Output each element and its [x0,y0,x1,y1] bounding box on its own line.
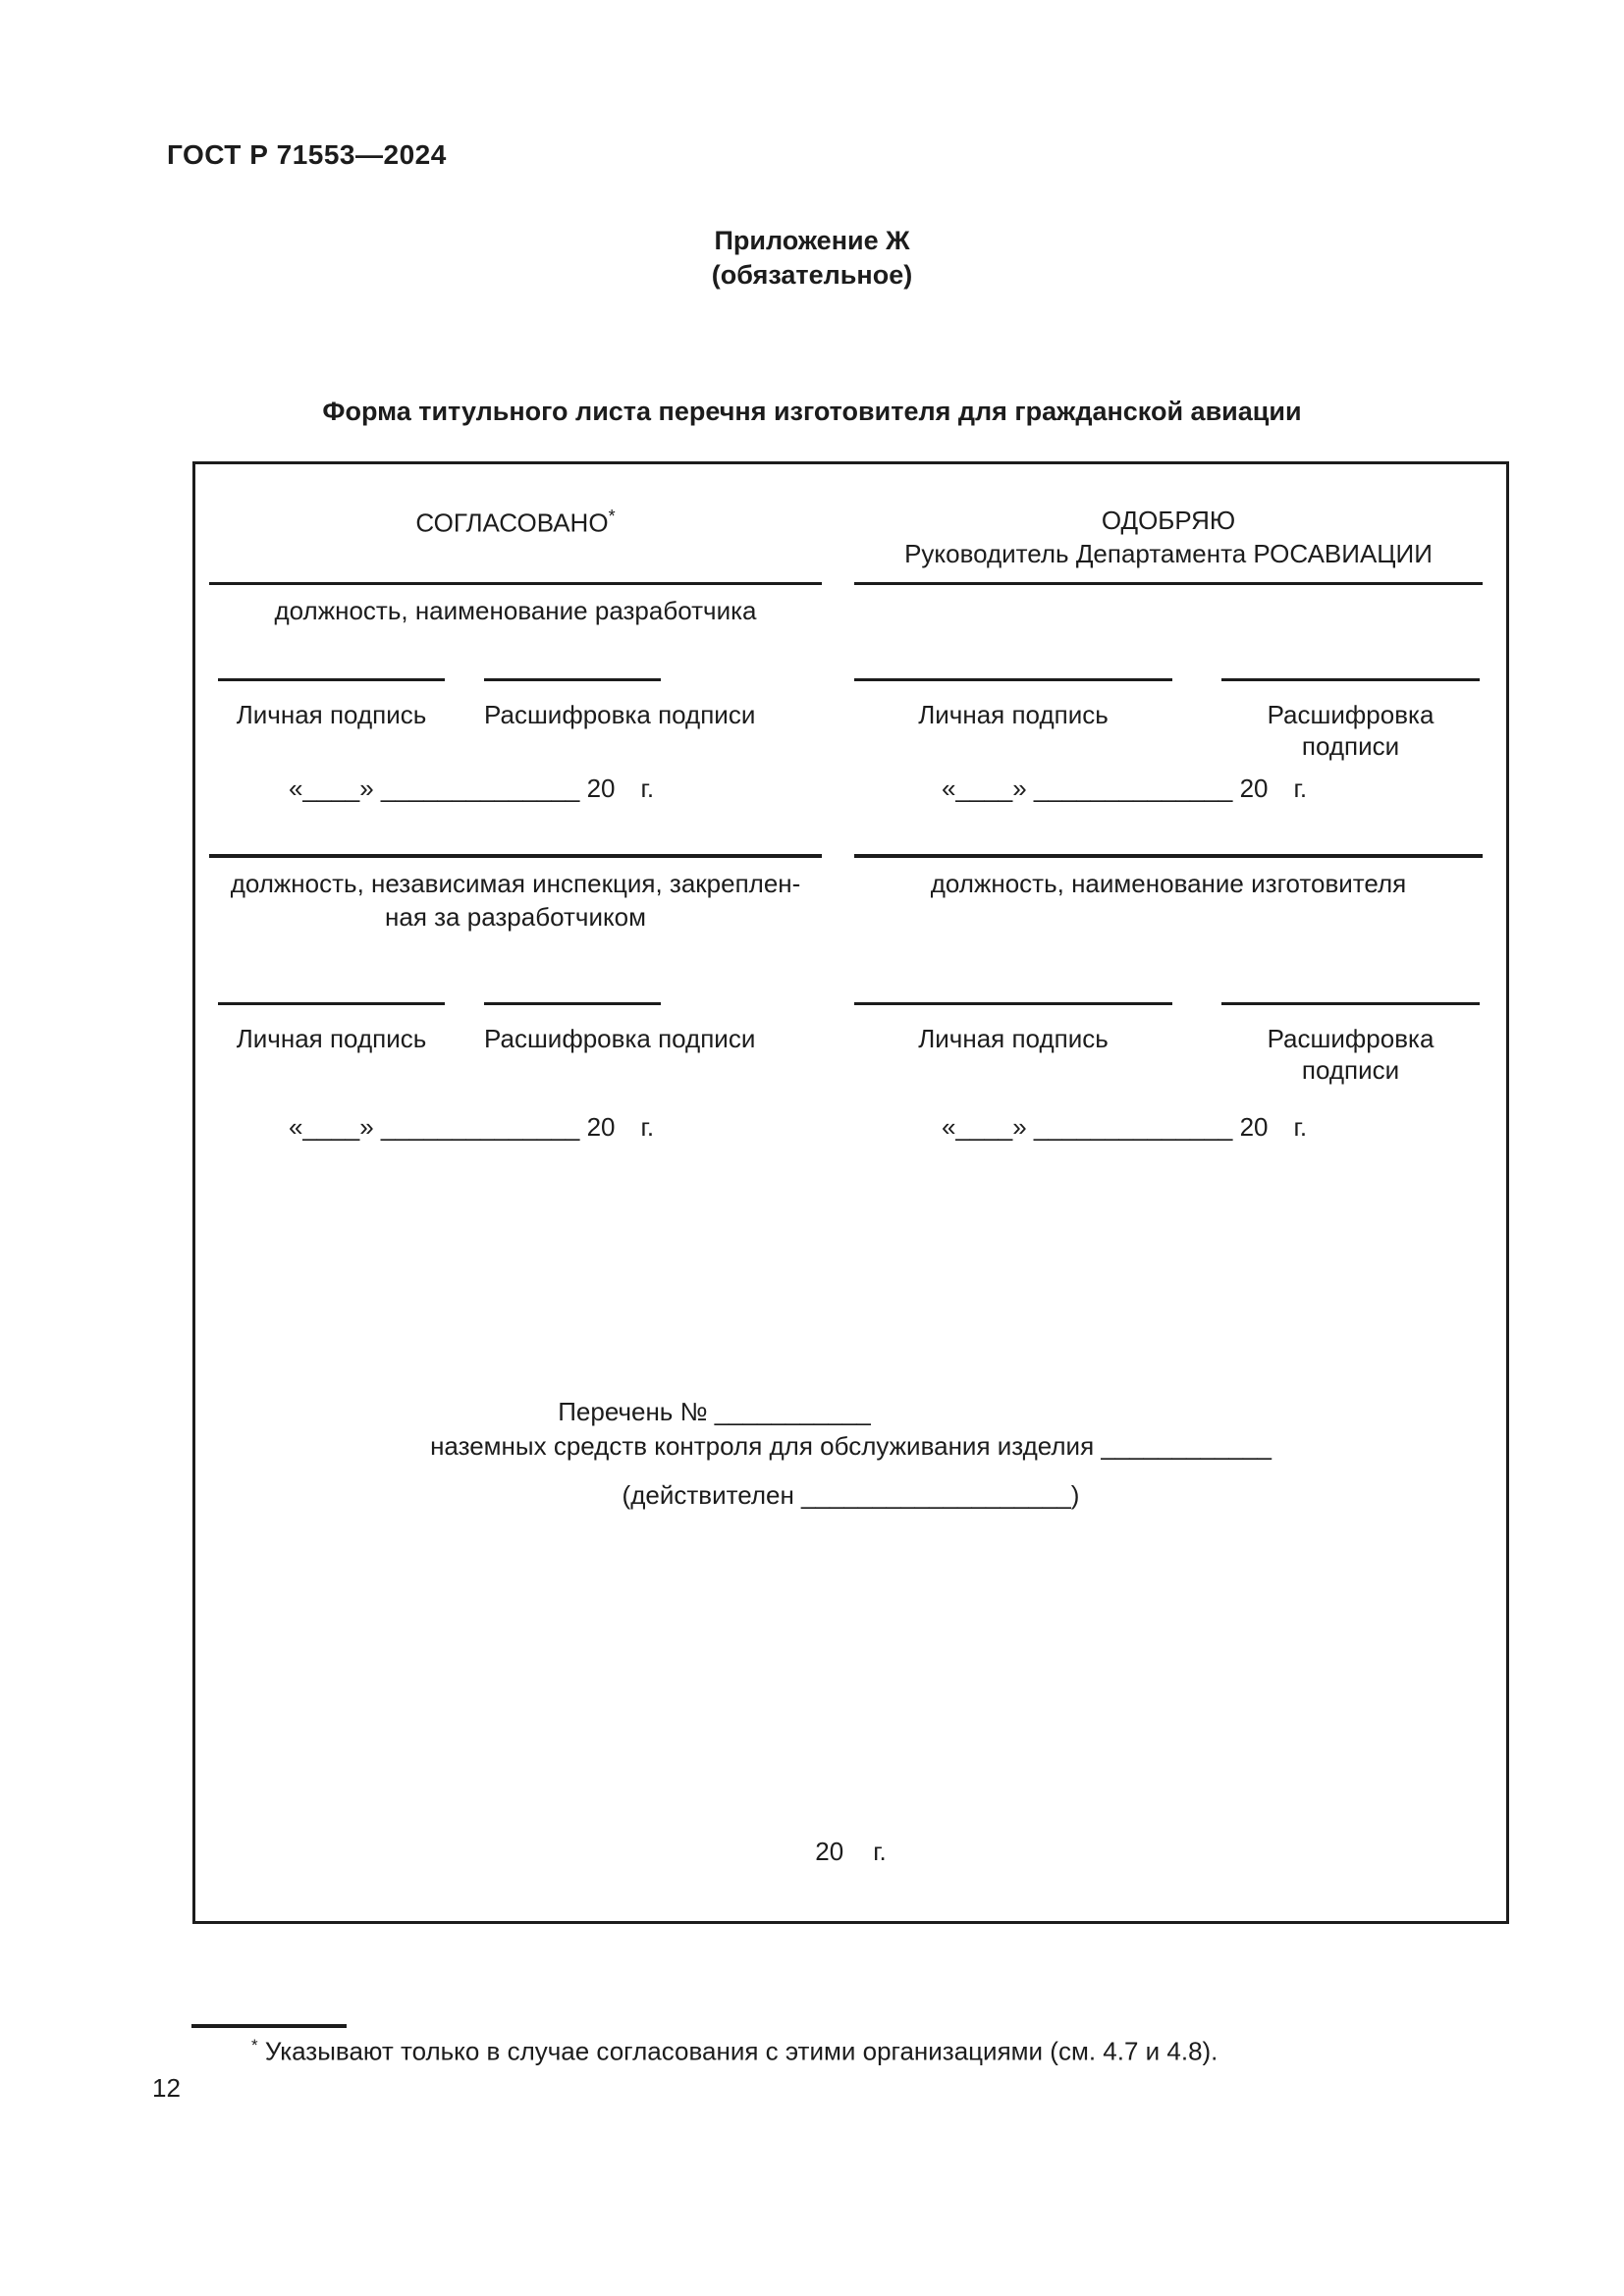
signature-transcript-line [484,678,756,730]
date-blank: «____» ______________ 20 [941,774,1269,803]
signature-row [854,1002,1483,1120]
list-description-line: наземных средств контроля для обслуживания изделия ____________ [430,1431,1272,1461]
personal-signature-line [854,1002,1172,1054]
approved-stamp-text: ОДОБРЯЮ [1101,506,1236,535]
signature-transcript-label: Расшифровка подписи [1267,1024,1435,1085]
date-line [209,1112,822,1143]
year-suffix: г. [873,1837,887,1866]
form-title: Форма титульного листа перечня изготовителя для гражданской авиации [322,397,1302,426]
approved-stamp [854,504,1483,570]
signature-transcript-line [1221,678,1480,762]
date-blank: «____» ______________ 20 [288,774,616,803]
inspection-signature-rule [209,854,822,858]
date-year-suffix: г. [640,774,655,803]
position-developer-caption: должность, наименование разработчика [274,596,757,625]
footnote-text [251,2036,1218,2067]
annex-title: Приложение Ж [714,226,910,255]
gost-standard-number: ГОСТ Р 71553—2024 [167,139,447,170]
footnote-rule [191,2024,347,2028]
date-year-suffix: г. [640,1112,655,1142]
signature-transcript-line [1221,1002,1480,1086]
position-manufacturer-caption: должность, наименование изготовителя [930,869,1407,898]
list-heading-block [195,1395,1506,1513]
list-number-line: Перечень № ___________ [558,1397,871,1426]
agreed-stamp [209,500,822,540]
personal-signature-line [218,678,445,730]
date-year-suffix: г. [1293,1112,1308,1142]
signature-transcript-label: Расшифровка подписи [484,700,756,729]
personal-signature-line [218,1002,445,1054]
page-number: 12 [152,2073,181,2103]
position-inspection-caption-line2: ная за разработчиком [385,902,646,932]
personal-signature-line [854,678,1172,730]
approver-signature-rule [854,582,1483,585]
personal-signature-label: Личная подпись [918,1024,1109,1053]
date-line [854,1112,1483,1143]
approved-column [854,464,1483,1921]
signature-transcript-label: Расшифровка подписи [484,1024,756,1053]
agreed-stamp-text: СОГЛАСОВАНО [415,507,609,538]
date-line [209,774,822,804]
annex-heading [0,224,1624,293]
personal-signature-label: Личная подпись [236,1024,427,1053]
footnote-body: Указывают только в случае согласования с этими организациями (см. 4.7 и 4.8). [257,2036,1218,2066]
date-blank: «____» ______________ 20 [941,1112,1269,1142]
personal-signature-label: Личная подпись [236,700,427,729]
signature-transcript-line [484,1002,756,1054]
list-validity-line: (действителен ___________________) [622,1480,1080,1510]
date-line [854,774,1483,804]
date-year-suffix: г. [1293,774,1308,803]
developer-signature-rule [209,582,822,585]
manufacturer-signature-rule [854,854,1483,858]
position-inspection-caption [209,867,822,934]
year-blank: 20 [815,1837,844,1866]
approved-role: Руководитель Департамента РОСАВИАЦИИ [904,539,1433,568]
signature-row [209,1002,822,1120]
date-blank: «____» ______________ 20 [288,1112,616,1142]
footnote-marker: * [608,507,616,526]
footnote-marker: * [251,2036,258,2055]
personal-signature-label: Личная подпись [918,700,1109,729]
position-inspection-caption-line1: должность, независимая инспекция, закреплен- [230,869,801,898]
form-box [192,461,1509,1924]
agreed-column [209,464,822,1921]
year-line [195,1837,1506,1867]
annex-type: (обязательное) [711,260,913,290]
signature-transcript-label: Расшифровка подписи [1267,700,1435,761]
